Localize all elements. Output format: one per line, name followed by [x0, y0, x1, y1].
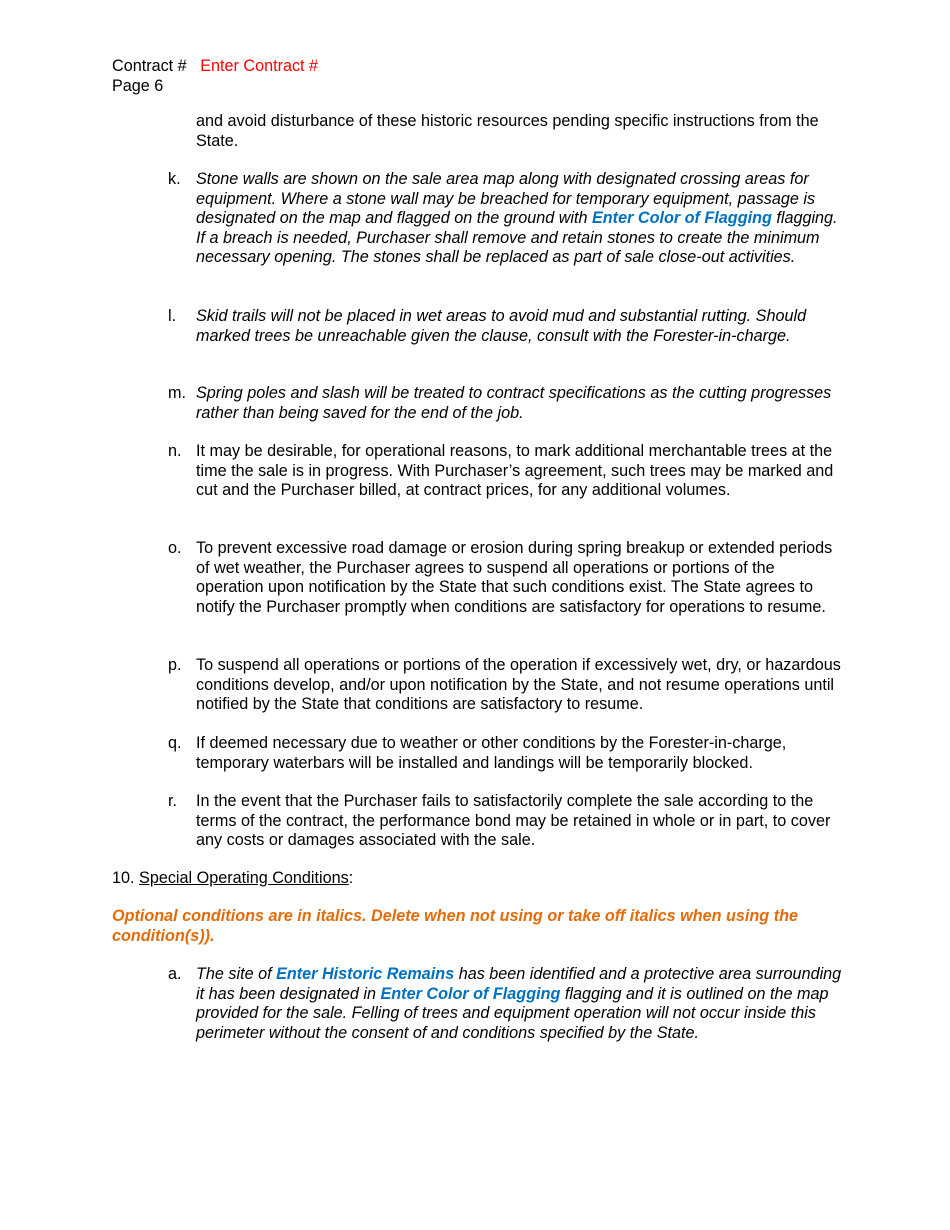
list-item — [168, 539, 843, 617]
text-segment: flagging and it is outlined on the map provided for the sale. Felling of trees and equipment operation will not occur inside this perimeter without the consent of and conditions specified by the State. — [196, 984, 829, 1042]
placeholder-field[interactable]: Enter Historic Remains — [276, 965, 455, 983]
list-item — [168, 965, 843, 1043]
text-segment: To suspend all operations or portions of the operation if excessively wet, dry, or hazardous conditions develop, and/or upon notification by the State, and not resume operations until notified by the State that conditions are satisfactory to resume. — [196, 656, 841, 713]
list-item-text — [196, 792, 843, 851]
list-item-letter: m. — [168, 384, 186, 402]
list-item-text — [196, 384, 843, 423]
list-item-letter: l. — [168, 307, 177, 325]
placeholder-field[interactable]: Enter Color of Flagging — [592, 209, 772, 227]
page-header — [112, 57, 318, 96]
list-item-text — [196, 170, 843, 268]
contract-label: Contract # — [112, 57, 187, 75]
list-item-letter: o. — [168, 539, 182, 557]
section-title: Special Operating Conditions — [139, 869, 349, 887]
text-segment: Stone walls are shown on the sale area map along with designated crossing areas for equipment. Where a stone wall may be breached for temporary equipment, passage is designated on the map and flagged on the ground with — [196, 170, 816, 227]
list-item-letter: k. — [168, 170, 181, 188]
text-segment: If deemed necessary due to weather or other conditions by the Forester-in-charge, temporary waterbars will be installed and landings will be temporarily blocked. — [196, 734, 787, 772]
list-item-text — [196, 965, 843, 1043]
section-colon: : — [348, 869, 354, 887]
list-item — [168, 442, 843, 501]
list-item — [168, 734, 843, 773]
text-segment: To prevent excessive road damage or erosion during spring breakup or extended periods of wet weather, the Purchaser agrees to suspend all operations or portions of the operation upon notification by the State that such conditions exist. The State agrees to notify the Purchaser promptly when conditions are satisfactory for operations to resume. — [196, 539, 833, 616]
text-segment: flagging. If a breach is needed, Purchaser shall remove and retain stones to create the minimum necessary opening. The stones shall be replaced as part of sale close-out activities. — [196, 209, 838, 266]
list-item-text — [196, 656, 843, 715]
list-item-letter: r. — [168, 792, 177, 810]
contract-line — [112, 57, 318, 77]
text-segment: It may be desirable, for operational reasons, to mark additional merchantable trees at the time the sale is in progress. With Purchaser’s agreement, such trees may be marked and cut and the Purchaser billed, at contract prices, for any additional volumes. — [196, 442, 834, 499]
list-item — [168, 307, 843, 346]
list-item — [168, 792, 843, 851]
text-segment: Skid trails will not be placed in wet areas to avoid mud and substantial rutting. Should marked trees be unreachable given the clause, consult with the Forester-in-charge. — [196, 307, 807, 345]
list-item-text — [196, 442, 843, 501]
optional-conditions-note: Optional conditions are in italics. Delete when not using or take off italics when using the condition(s)). — [112, 907, 798, 945]
list-item — [168, 170, 843, 268]
placeholder-field[interactable]: Enter Color of Flagging — [380, 984, 561, 1003]
list-item — [168, 384, 843, 423]
list-item — [168, 656, 843, 715]
section-10-heading — [112, 869, 353, 889]
list-item-text — [196, 307, 843, 346]
list-item-text — [196, 539, 843, 617]
text-segment: has been identified and a protective area surrounding it has been designated in — [196, 965, 842, 1003]
section-number: 10. — [112, 869, 135, 887]
continuation-paragraph: and avoid disturbance of these historic resources pending specific instructions from the State. — [196, 112, 819, 150]
page-number: Page 6 — [112, 76, 164, 95]
list-item-letter: p. — [168, 656, 182, 674]
list-item-letter: n. — [168, 442, 182, 460]
text-segment: Spring poles and slash will be treated to contract specifications as the cutting progresses rather than being saved for the end of the job. — [196, 384, 832, 422]
text-segment: In the event that the Purchaser fails to satisfactorily complete the sale according to the terms of the contract, the performance bond may be retained in whole or in part, to cover any costs or damages associated with the sale. — [196, 792, 831, 849]
list-item-letter: a. — [168, 965, 182, 983]
text-segment: The site of — [196, 965, 277, 983]
contract-number-field[interactable]: Enter Contract # — [200, 57, 319, 75]
list-item-text — [196, 734, 843, 773]
list-item-letter: q. — [168, 734, 182, 752]
